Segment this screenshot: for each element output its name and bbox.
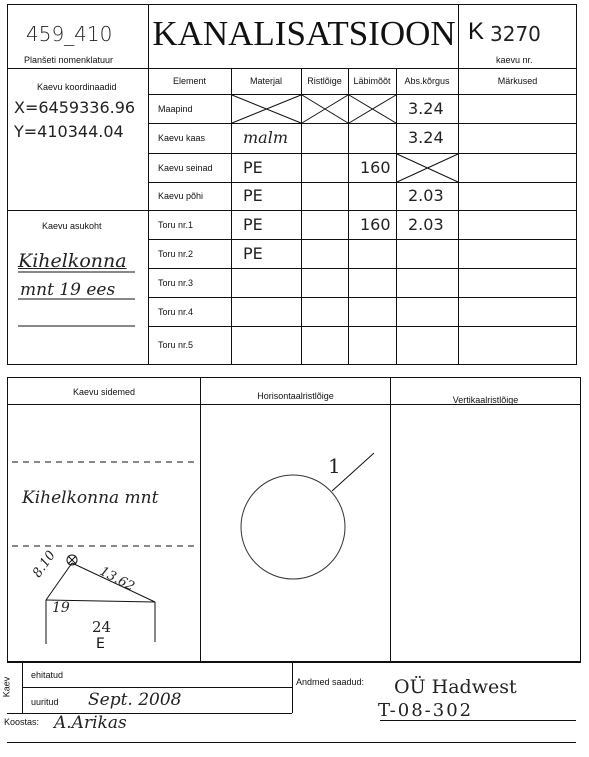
tie-dimension-left: 8.10 bbox=[30, 548, 59, 581]
location-line-2: mnt 19 ees bbox=[20, 280, 116, 300]
cell-materjal: PE bbox=[243, 244, 263, 263]
kaev-label: Kaev bbox=[1, 676, 12, 698]
location-line-1: Kihelkonna bbox=[18, 250, 127, 272]
cell-abs: 2.03 bbox=[408, 186, 444, 205]
cell-abs: 3.24 bbox=[408, 99, 444, 118]
data-from-value: OÜ Hadwest bbox=[394, 676, 517, 698]
pipe-number-label: 1 bbox=[328, 454, 341, 478]
built-label: ehitatud bbox=[31, 670, 64, 680]
element-name: Maapind bbox=[158, 104, 193, 114]
element-name: Toru nr.1 bbox=[158, 220, 194, 230]
form-title: KANALISATSIOON bbox=[152, 14, 456, 53]
cell-labimoot: 160 bbox=[360, 215, 391, 234]
cell-materjal: PE bbox=[243, 186, 263, 205]
element-name: Kaevu kaas bbox=[158, 133, 206, 143]
coordinate-x: X=6459336.96 bbox=[14, 98, 136, 117]
nomenclature-value: 459_410 bbox=[26, 22, 113, 46]
column-header: Materjal bbox=[249, 76, 282, 86]
location-label: Kaevu asukoht bbox=[42, 221, 102, 231]
vertical-section-label: Vertikaalristlõige bbox=[452, 395, 519, 405]
surveyed-label: uuritud bbox=[31, 697, 59, 707]
element-name: Toru nr.5 bbox=[158, 340, 194, 350]
cell-materjal: PE bbox=[243, 158, 263, 177]
column-header: Ristlõige bbox=[307, 76, 342, 86]
well-number-label: kaevu nr. bbox=[496, 55, 533, 65]
coordinates-label: Kaevu koordinaadid bbox=[37, 82, 117, 92]
compiled-label: Koostas: bbox=[4, 717, 40, 727]
element-name: Kaevu seinad bbox=[158, 163, 213, 173]
element-name: Kaevu põhi bbox=[158, 191, 204, 201]
element-name: Toru nr.4 bbox=[158, 307, 194, 317]
coordinate-y: Y=410344.04 bbox=[14, 122, 124, 141]
well-prefix: K bbox=[468, 18, 485, 45]
surveyed-value: Sept. 2008 bbox=[88, 690, 182, 710]
data-from-label: Andmed saadud: bbox=[296, 677, 365, 687]
element-name: Toru nr.3 bbox=[158, 278, 194, 288]
horizontal-section-label: Horisontaalristlõige bbox=[257, 391, 334, 401]
column-header: Läbimõõt bbox=[353, 76, 391, 86]
cell-abs: 2.03 bbox=[408, 215, 444, 234]
cell-materjal: PE bbox=[243, 215, 263, 234]
compiled-value: A.Arikas bbox=[54, 713, 127, 733]
ties-label: Kaevu sidemed bbox=[72, 387, 136, 397]
data-from-code: T-08-302 bbox=[378, 700, 474, 721]
cell-labimoot: 160 bbox=[360, 158, 391, 177]
tie-dimension-bottom: 19 bbox=[52, 600, 70, 616]
column-header: Abs.kõrgus bbox=[404, 76, 450, 86]
ties-street-name: Kihelkonna mnt bbox=[22, 488, 159, 508]
column-header: Märkused bbox=[497, 76, 538, 86]
well-number-value: 3270 bbox=[490, 22, 541, 46]
building-letter: E bbox=[96, 636, 105, 652]
cell-materjal: malm bbox=[243, 128, 288, 147]
nomenclature-label: Planšeti nomenklatuur bbox=[24, 55, 114, 65]
building-number: 24 bbox=[92, 618, 112, 636]
column-header: Element bbox=[172, 76, 207, 86]
cell-abs: 3.24 bbox=[408, 128, 444, 147]
tie-dimension-right: 13.62 bbox=[96, 564, 137, 595]
element-name: Toru nr.2 bbox=[158, 249, 194, 259]
